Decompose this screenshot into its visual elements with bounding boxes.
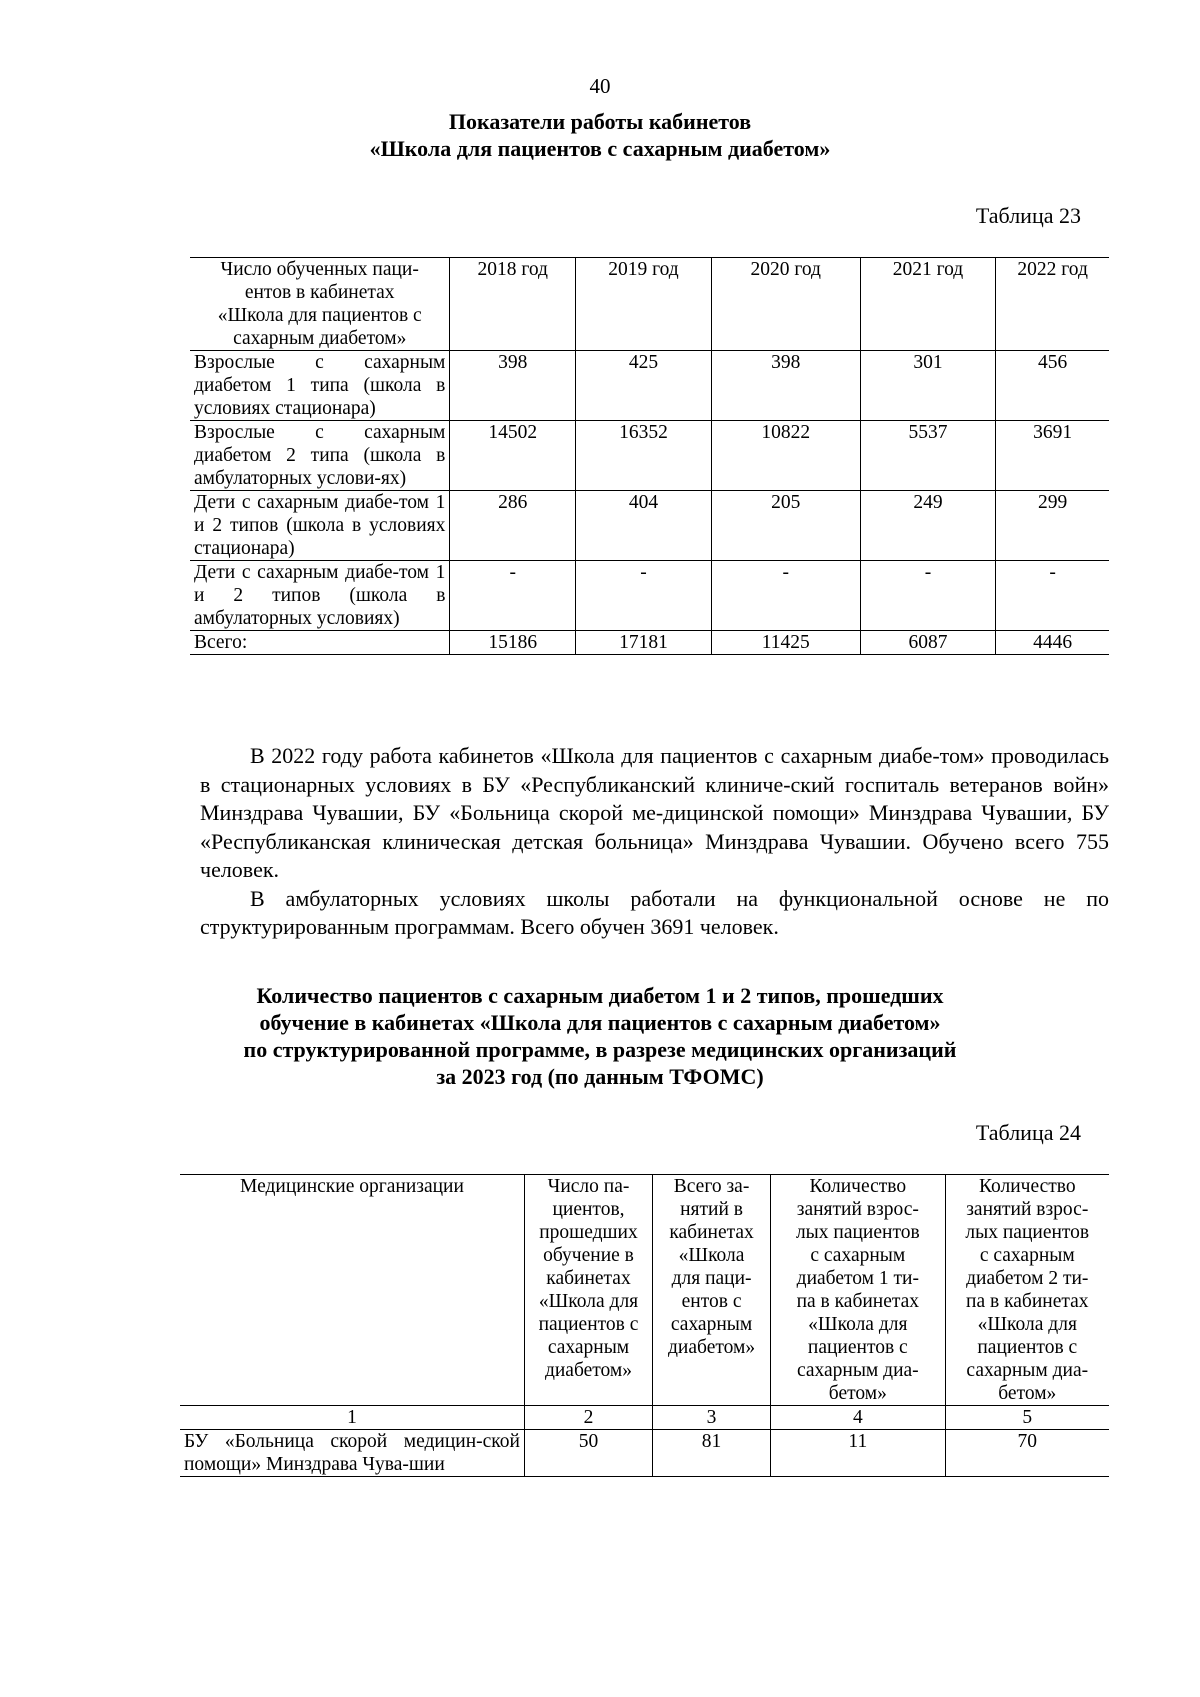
table-cell: 11425	[711, 631, 860, 655]
paragraph: В 2022 году работа кабинетов «Школа для пациентов с сахарным диабе-том» проводилась в стационарных условиях в БУ «Республиканский клиниче-ский госпиталь ветеранов войн» Минздрава Чувашии, БУ «Больница скорой ме-дицинской помощи» Минздрава Чувашии, БУ «Республиканская клиническая детская больница» Минздрава Чувашии. Обучено всего 755 человек.	[200, 743, 1109, 882]
column-number: 1	[180, 1406, 524, 1430]
column-number: 4	[771, 1406, 946, 1430]
header-cell: Число обученных паци- ентов в кабинетах «Школа для пациентов с сахарным диабетом»	[190, 258, 450, 351]
column-number-row	[180, 1406, 1109, 1430]
table-cell: 425	[576, 351, 712, 421]
header-cell: Всего за- нятий в кабинетах «Школа для паци- ентов с сахарным диабетом»	[653, 1175, 771, 1406]
table-cell: 14502	[450, 421, 576, 491]
table-24-caption: Таблица 24	[975, 1120, 1081, 1145]
heading-line: обучение в кабинетах «Школа для пациентов с сахарным диабетом»	[259, 1010, 941, 1035]
table-row	[180, 1430, 1109, 1477]
table-cell: 70	[945, 1430, 1109, 1477]
page-number: 40	[589, 74, 611, 98]
table-cell: 5537	[860, 421, 996, 491]
table-cell: 3691	[996, 421, 1109, 491]
header-cell: Число па- циентов, прошедших обучение в кабинетах «Школа для пациентов с сахарным диабетом»	[524, 1175, 652, 1406]
row-label: Взрослые с сахарным диабетом 1 типа (школа в условиях стационара)	[190, 351, 450, 421]
row-label: Взрослые с сахарным диабетом 2 типа (школа в амбулаторных услови-ях)	[190, 421, 450, 491]
heading-line: по структурированной программе, в разрезе медицинских организаций	[243, 1037, 957, 1062]
heading-line: за 2023 год (по данным ТФОМС)	[436, 1064, 764, 1089]
table-cell: 404	[576, 491, 712, 561]
row-label: Дети с сахарным диабе-том 1 и 2 типов (школа в условиях стационара)	[190, 491, 450, 561]
row-label: Всего:	[190, 631, 450, 655]
table-row	[190, 421, 1109, 491]
column-number: 2	[524, 1406, 652, 1430]
heading-line: «Школа для пациентов с сахарным диабетом»	[369, 136, 831, 161]
body-text	[200, 742, 1109, 942]
table-cell: 286	[450, 491, 576, 561]
header-cell: Количество занятий взрос- лых пациентов с сахарным диабетом 2 ти- па в кабинетах «Школа для пациентов с сахарным диа- бетом»	[945, 1175, 1109, 1406]
header-cell: 2020 год	[711, 258, 860, 351]
row-label: Дети с сахарным диабе-том 1 и 2 типов (школа в амбулаторных условиях)	[190, 561, 450, 631]
table-cell: 4446	[996, 631, 1109, 655]
table-cell: 6087	[860, 631, 996, 655]
table-cell: -	[450, 561, 576, 631]
heading-line: Показатели работы кабинетов	[448, 109, 752, 134]
table-cell: 10822	[711, 421, 860, 491]
table-header-row	[180, 1175, 1109, 1406]
table-cell: -	[996, 561, 1109, 631]
section-heading-2	[0, 982, 1200, 1090]
heading-line: Количество пациентов с сахарным диабетом 1 и 2 типов, прошедших	[256, 983, 944, 1008]
table-24	[180, 1174, 1109, 1477]
header-cell: 2018 год	[450, 258, 576, 351]
table-cell: 398	[711, 351, 860, 421]
section-heading-1	[0, 108, 1200, 162]
table-row	[190, 351, 1109, 421]
table-23-caption: Таблица 23	[975, 203, 1081, 228]
table-cell: 398	[450, 351, 576, 421]
column-number: 5	[945, 1406, 1109, 1430]
table-cell: -	[711, 561, 860, 631]
table-total-row	[190, 631, 1109, 655]
table-cell: -	[860, 561, 996, 631]
header-cell: Медицинские организации	[180, 1175, 524, 1406]
table-cell: 11	[771, 1430, 946, 1477]
paragraph: В амбулаторных условиях школы работали на функциональной основе не по структурированным программам. Всего обучен 3691 человек.	[200, 885, 1109, 939]
table-header-row	[190, 258, 1109, 351]
table-cell: -	[576, 561, 712, 631]
table-cell: 16352	[576, 421, 712, 491]
table-cell: 299	[996, 491, 1109, 561]
row-label: БУ «Больница скорой медицин-ской помощи» Минздрава Чува-шии	[180, 1430, 524, 1477]
header-cell: 2021 год	[860, 258, 996, 351]
header-cell: 2019 год	[576, 258, 712, 351]
table-cell: 15186	[450, 631, 576, 655]
table-cell: 456	[996, 351, 1109, 421]
table-row	[190, 491, 1109, 561]
table-cell: 249	[860, 491, 996, 561]
column-number: 3	[653, 1406, 771, 1430]
table-cell: 301	[860, 351, 996, 421]
table-cell: 17181	[576, 631, 712, 655]
table-cell: 50	[524, 1430, 652, 1477]
table-cell: 205	[711, 491, 860, 561]
header-cell: Количество занятий взрос- лых пациентов с сахарным диабетом 1 ти- па в кабинетах «Школа для пациентов с сахарным диа- бетом»	[771, 1175, 946, 1406]
header-cell: 2022 год	[996, 258, 1109, 351]
table-cell: 81	[653, 1430, 771, 1477]
table-row	[190, 561, 1109, 631]
table-23	[190, 257, 1109, 655]
